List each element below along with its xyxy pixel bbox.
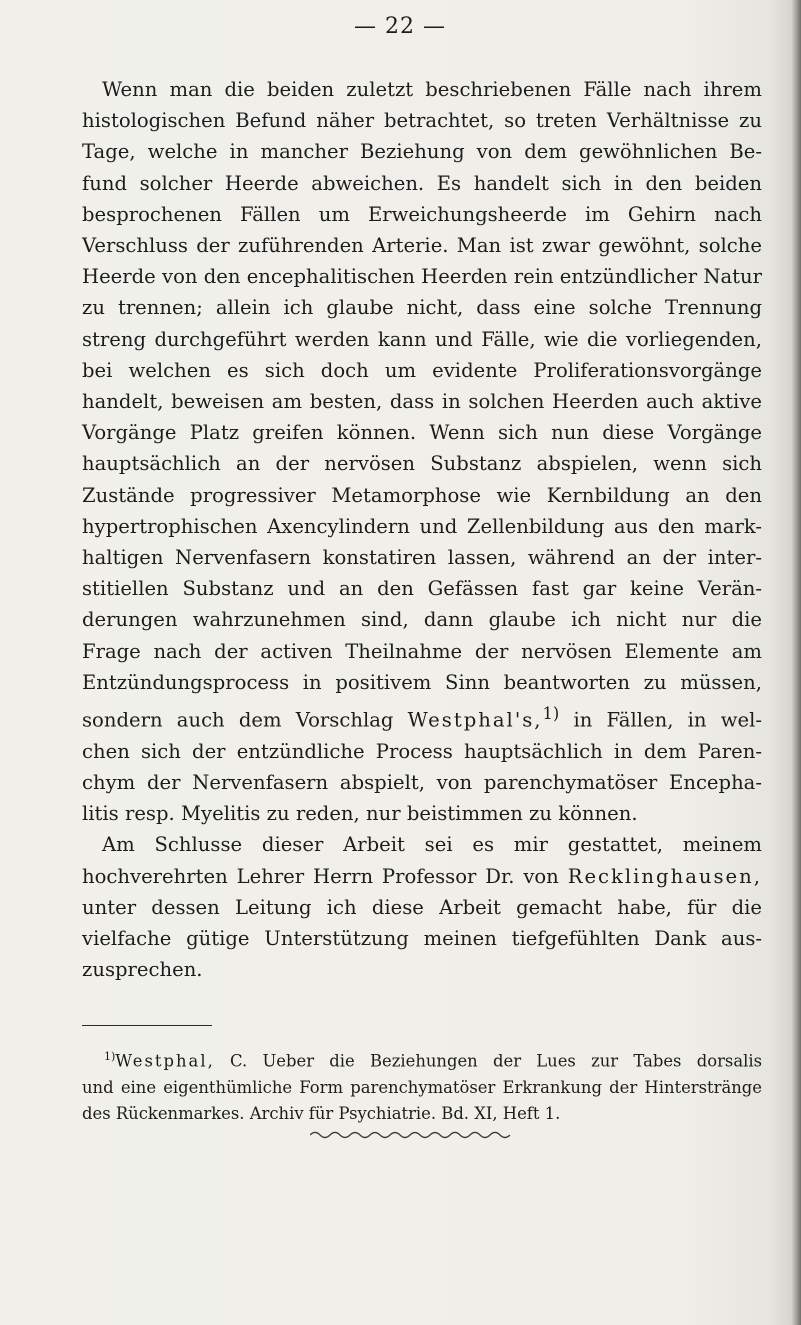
text-line: vielfache gütige Unterstützung meinen tiefgefühlten Dank aus- [82, 927, 762, 951]
text-line: unter dessen Leitung ich diese Arbeit gemacht habe, für die [82, 895, 762, 919]
text-line: handelt, beweisen am besten, dass in solchen Heerden auch aktive [82, 390, 762, 414]
footnote-ref: 1) [542, 704, 560, 724]
text-fragment: in Fällen, in wel- [559, 708, 762, 732]
text-line: fund solcher Heerde abweichen. Es handelt sich in den beiden [82, 171, 762, 195]
text-fragment: sondern auch dem Vorschlag [82, 708, 408, 732]
text-line: derungen wahrzunehmen sind, dann glaube ich nicht nur die [82, 608, 762, 632]
text-line: Wenn man die beiden zuletzt beschriebenen Fälle nach ihrem [102, 78, 762, 101]
text-line: Frage nach der activen Theilnahme der nervösen Elemente am [82, 639, 762, 663]
text-line: stitiellen Substanz und an den Gefässen fast gar keine Verän- [82, 577, 762, 601]
text-line: Am Schlusse dieser Arbeit sei es mir gestattet, meinem [102, 833, 762, 857]
text-line: litis resp. Myelitis zu reden, nur beistimmen zu können. [82, 802, 638, 826]
text-line [82, 698, 762, 736]
text-line: histologischen Befund näher betrachtet, so treten Verhältnisse zu [82, 109, 762, 133]
text-line: zusprechen. [82, 958, 203, 982]
footnote [82, 1044, 762, 1128]
text-line: Verschluss der zuführenden Arterie. Man ist zwar gewöhnt, solche [82, 234, 762, 258]
text-line: haltigen Nervenfasern konstatiren lassen, während an der inter- [82, 546, 762, 570]
text-line: streng durchgeführt werden kann und Fälle, wie die vorliegenden, [82, 327, 762, 351]
text-line: Heerde von den encephalitischen Heerden rein entzündlicher Natur [82, 265, 763, 289]
text-line: Tage, welche in mancher Beziehung von dem gewöhnlichen Be- [82, 140, 762, 164]
text-line: Vorgänge Platz greifen können. Wenn sich nun diese Vorgänge [82, 421, 762, 445]
text-line: Entzündungsprocess in positivem Sinn beantworten zu müssen, [82, 670, 762, 694]
footnote-line: und eine eigenthümliche Form parenchymatöser Erkrankung der Hinterstränge [82, 1077, 762, 1097]
footnote-line: des Rückenmarkes. Archiv für Psychiatrie. Bd. XI, Heft 1. [82, 1104, 561, 1124]
main-text [82, 74, 762, 985]
text-line: bei welchen es sich doch um evidente Proliferationsvorgänge [82, 358, 762, 382]
text-fragment: hochverehrten Lehrer Herrn Professor Dr. von [82, 864, 568, 888]
footnote-author: Westphal, [115, 1051, 215, 1071]
text-line: zu trennen; allein ich glaube nicht, dass eine solche Trennung [82, 296, 762, 320]
footnote-line [82, 1044, 762, 1075]
page-number: — 22 — [354, 14, 446, 39]
text-line: Zustände progressiver Metamorphose wie Kernbildung an den [82, 483, 762, 507]
footnote-fragment: C. Ueber die Beziehungen der Lues zur Tabes dorsalis [214, 1051, 762, 1071]
footnote-rule [82, 1025, 212, 1026]
author-name: Recklinghausen, [567, 864, 762, 888]
text-line: chym der Nervenfasern abspielt, von parenchymatöser Encepha- [82, 771, 762, 794]
text-line: besprochenen Fällen um Erweichungsheerde im Gehirn nach [82, 202, 762, 226]
author-name: Westphal's, [407, 708, 543, 732]
wavy-ornament [310, 1130, 515, 1140]
text-line: chen sich der entzündliche Process hauptsächlich in dem Paren- [82, 739, 762, 763]
page-edge-shadow [791, 0, 801, 1325]
text-line: hauptsächlich an der nervösen Substanz abspielen, wenn sich [82, 452, 762, 476]
text-line: hypertrophischen Axencylindern und Zellenbildung aus den mark- [82, 514, 762, 538]
text-line [82, 861, 762, 892]
footnote-marker: 1) [104, 1050, 116, 1063]
